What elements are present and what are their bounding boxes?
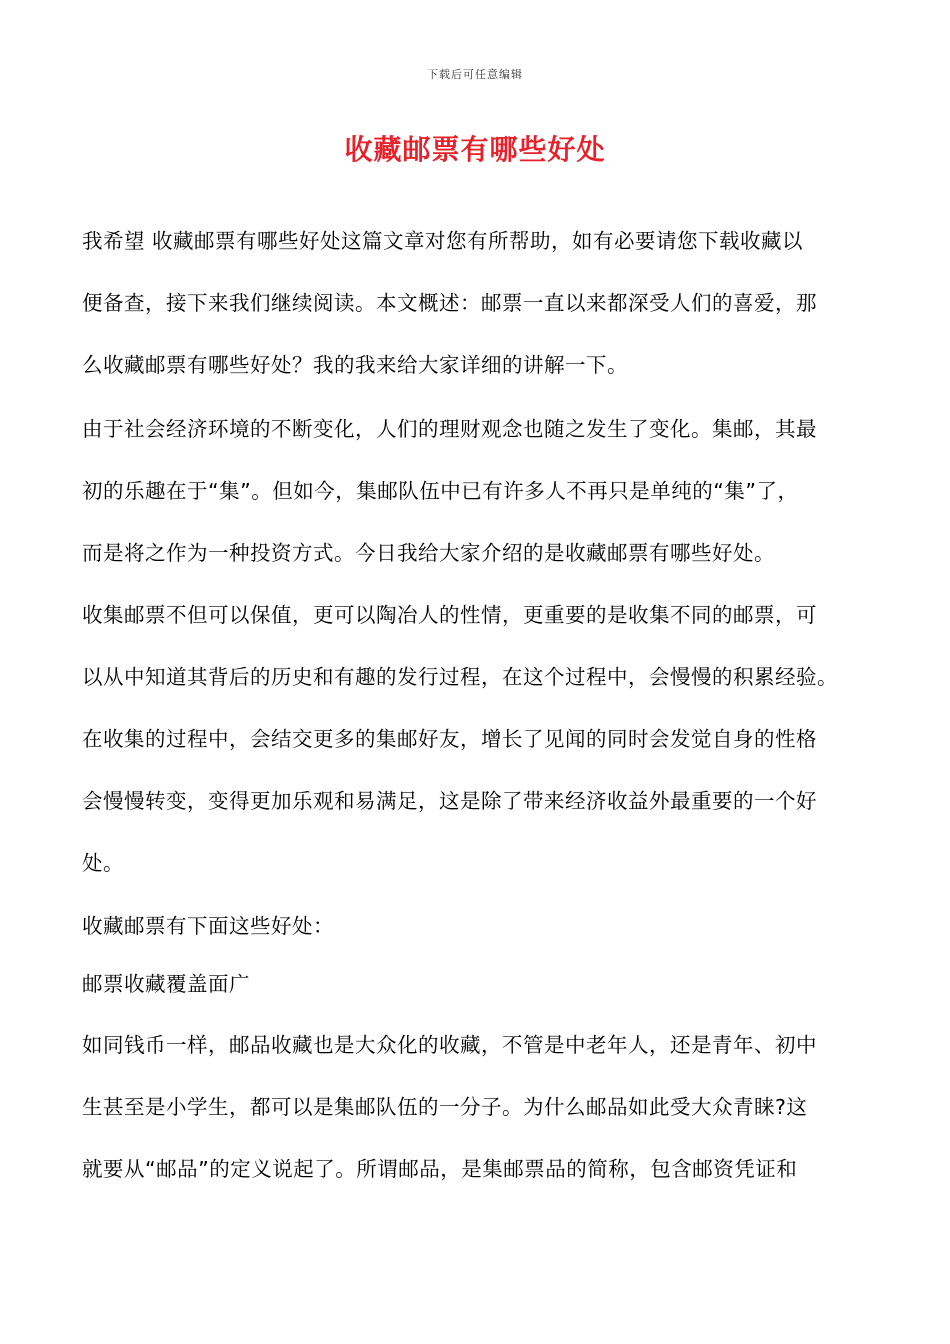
text-line: 以从中知道其背后的历史和有趣的发行过程，在这个过程中，会慢慢的积累经验。 [82,665,838,689]
text-line: 邮票收藏覆盖面广 [82,972,250,996]
text-line: 便备查，接下来我们继续阅读。本文概述：邮票一直以来都深受人们的喜爱，那 [82,291,817,315]
text-line: 生甚至是小学生，都可以是集邮队伍的一分子。为什么邮品如此受大众青睐?这 [82,1095,808,1119]
text-line: 么收藏邮票有哪些好处？我的我来给大家详细的讲解一下。 [82,353,628,377]
text-line: 收集邮票不但可以保值，更可以陶冶人的性情，更重要的是收集不同的邮票，可 [82,603,817,627]
paragraph-background [82,398,872,584]
header-note: 下载后可任意编辑 [427,68,523,81]
document-body [82,210,872,1210]
text-line: 就要从“邮品”的定义说起了。所谓邮品，是集邮票品的简称，包含邮资凭证和 [82,1157,798,1181]
text-line: 处。 [82,851,124,875]
text-line: 由于社会经济环境的不断变化，人们的理财观念也随之发生了变化。集邮，其最 [82,417,817,441]
paragraph-list-intro [82,900,872,952]
text-line: 初的乐趣在于“集”。但如今，集邮队伍中已有许多人不再只是单纯的“集”了， [82,479,799,503]
paragraph-benefits [82,584,872,894]
paragraph-intro [82,210,872,396]
text-line: 收藏邮票有下面这些好处： [82,914,334,938]
text-line: 我希望 收藏邮票有哪些好处这篇文章对您有所帮助，如有必要请您下载收藏以 [82,229,804,253]
text-line: 会慢慢转变，变得更加乐观和易满足，这是除了带来经济收益外最重要的一个好 [82,789,817,813]
paragraph-coverage [82,1014,872,1200]
text-line: 在收集的过程中，会结交更多的集邮好友，增长了见闻的同时会发觉自身的性格 [82,727,817,751]
text-line: 而是将之作为一种投资方式。今日我给大家介绍的是收藏邮票有哪些好处。 [82,541,775,565]
document-title: 收藏邮票有哪些好处 [344,133,606,166]
section-heading [82,958,872,1010]
text-line: 如同钱币一样，邮品收藏也是大众化的收藏，不管是中老年人，还是青年、初中 [82,1033,817,1057]
